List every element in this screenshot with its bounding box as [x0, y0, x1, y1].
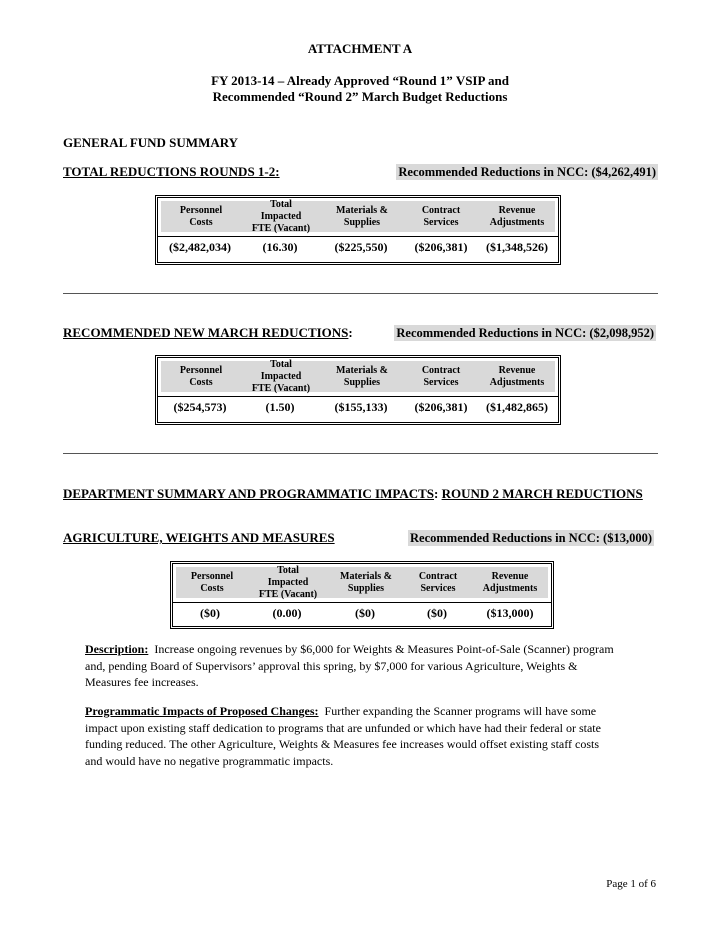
agriculture-heading: AGRICULTURE, WEIGHTS AND MEASURES — [63, 530, 335, 545]
total-reductions-ncc-text: Recommended Reductions in NCC: ($4,262,491) — [398, 165, 656, 179]
new-march-ncc-text: Recommended Reductions in NCC: ($2,098,952) — [396, 326, 654, 340]
impacts-label: Programmatic Impacts of Proposed Changes: — [85, 704, 319, 718]
value-revenue-adjustments: ($13,000) — [486, 605, 534, 620]
header-personnel-costs: Personnel Costs — [190, 570, 234, 594]
divider — [63, 453, 658, 454]
value-materials-supplies: ($225,550) — [334, 239, 388, 254]
header-revenue-adjustments: Revenue Adjustments — [482, 570, 538, 594]
new-march-ncc — [394, 324, 656, 342]
header-revenue-adjustments: Revenue Adjustments — [489, 364, 545, 388]
value-personnel-costs: ($254,573) — [173, 399, 227, 414]
subtitle-line-2: Recommended “Round 2” March Budget Reductions — [212, 89, 508, 104]
value-contract-services: ($0) — [427, 605, 447, 620]
value-fte: (1.50) — [265, 399, 295, 414]
impacts-line-1: Programmatic Impacts of Proposed Changes: Further expanding the Scanner programs will have some — [85, 704, 597, 718]
header-total-impacted-fte: Total Impacted FTE (Vacant) — [251, 198, 311, 234]
header-personnel-costs: Personnel Costs — [179, 204, 223, 228]
impacts-line-4: and would have no negative programmatic impacts. — [85, 753, 334, 768]
new-march-table — [155, 355, 561, 425]
value-fte: (16.30) — [262, 239, 298, 254]
description-label: Description: — [85, 642, 149, 656]
value-personnel-costs: ($0) — [200, 605, 220, 620]
header-total-impacted-fte: Total Impacted FTE (Vacant) — [251, 358, 311, 394]
value-fte: (0.00) — [272, 605, 302, 620]
table-header-row — [161, 198, 555, 234]
new-march-heading: RECOMMENDED NEW MARCH REDUCTIONS: — [63, 325, 353, 340]
divider — [63, 293, 658, 294]
agriculture-table — [170, 561, 554, 629]
total-reductions-heading: TOTAL REDUCTIONS ROUNDS 1-2: — [63, 164, 280, 179]
description-line-1: Description: Increase ongoing revenues by $6,000 for Weights & Measures Point-of-Sale (Scanner) program — [85, 642, 614, 656]
page-number: Page 1 of 6 — [606, 878, 656, 890]
description-line-3: Measures fee increases. — [85, 675, 199, 689]
header-contract-services: Contract Services — [421, 364, 461, 388]
general-fund-summary-heading: GENERAL FUND SUMMARY — [63, 135, 239, 150]
header-revenue-adjustments: Revenue Adjustments — [489, 204, 545, 228]
department-summary-heading: DEPARTMENT SUMMARY AND PROGRAMMATIC IMPACTS: ROUND 2 MARCH REDUCTIONS — [63, 486, 643, 501]
description-line-2: and, pending Board of Supervisors’ approval this spring, by $7,000 for various Agriculture, Weights & — [85, 658, 578, 673]
header-contract-services: Contract Services — [421, 204, 461, 228]
impacts-line-2: impact upon existing staff dedication to programs that are unfunded or which have had their federal or state — [85, 720, 601, 735]
total-reductions-table — [155, 195, 561, 265]
header-materials-supplies: Materials & Supplies — [336, 204, 388, 228]
value-materials-supplies: ($0) — [355, 605, 375, 620]
value-contract-services: ($206,381) — [414, 399, 468, 414]
table-header-row — [176, 564, 548, 600]
total-reductions-ncc — [396, 163, 658, 181]
value-materials-supplies: ($155,133) — [334, 399, 388, 414]
attachment-title: ATTACHMENT A — [307, 41, 413, 56]
header-materials-supplies: Materials & Supplies — [340, 570, 392, 594]
table-header-row — [161, 358, 555, 394]
value-revenue-adjustments: ($1,348,526) — [486, 239, 548, 254]
value-revenue-adjustments: ($1,482,865) — [486, 399, 548, 414]
header-total-impacted-fte: Total Impacted FTE (Vacant) — [258, 564, 318, 600]
description-paragraph — [85, 641, 665, 691]
header-contract-services: Contract Services — [418, 570, 458, 594]
value-personnel-costs: ($2,482,034) — [169, 239, 231, 254]
impacts-line-3: funding reduced. The other Agriculture, Weights & Measures fee increases would offset existing staff costs — [85, 737, 600, 751]
value-contract-services: ($206,381) — [414, 239, 468, 254]
subtitle-line-1: FY 2013-14 – Already Approved “Round 1” VSIP and — [211, 73, 509, 88]
header-materials-supplies: Materials & Supplies — [336, 364, 388, 388]
header-personnel-costs: Personnel Costs — [179, 364, 223, 388]
agriculture-ncc-text: Recommended Reductions in NCC: ($13,000) — [410, 531, 652, 545]
impacts-paragraph — [85, 703, 665, 769]
agriculture-ncc — [408, 529, 654, 547]
